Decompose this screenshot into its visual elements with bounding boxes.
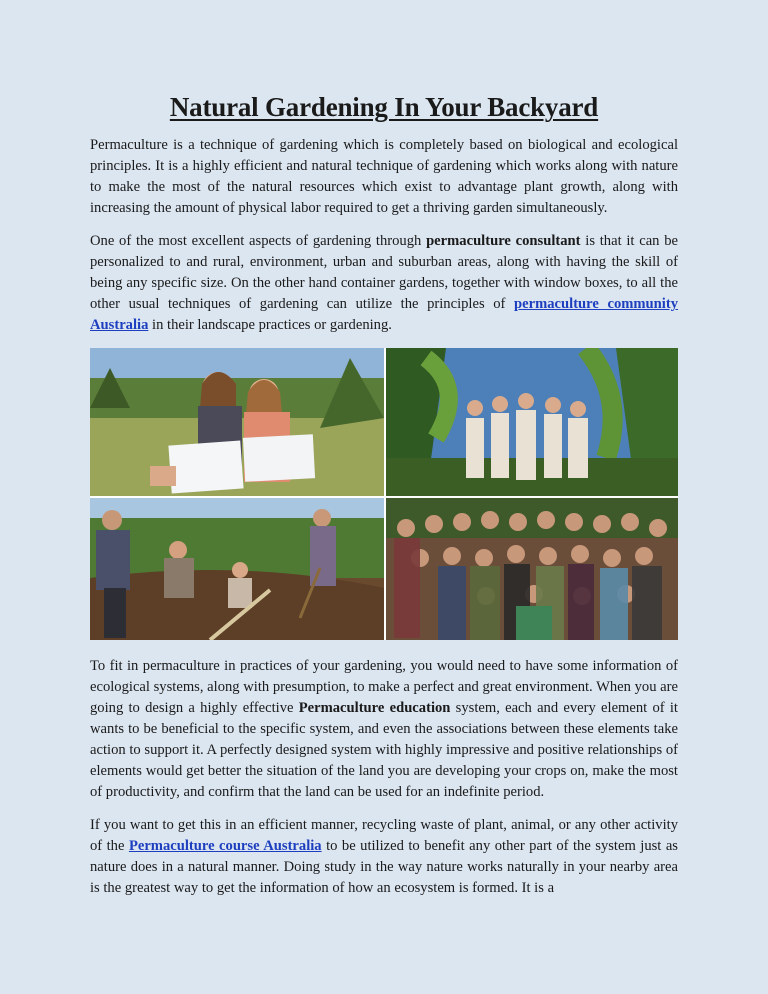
link-permaculture-community-australia[interactable]: permaculture community Australia [90, 296, 678, 333]
people-digging-garden-photo [90, 498, 384, 640]
group-in-banana-grove-photo [386, 348, 678, 496]
photo-collage [90, 348, 678, 640]
people-with-certificates-photo [90, 348, 384, 496]
paragraph-course [90, 815, 678, 899]
paragraph-text: is that it can be personalized to and rural, environment, urban and suburban areas, along with having the skill of being any specific size. On the other hand container gardens, together with window boxes, to all the other usual techniques of gardening can utilize the principles of [90, 233, 678, 312]
large-group-portrait-photo [386, 498, 678, 640]
paragraph-text: system, each and every element of it wants to be beneficial to the specific system, and even the associations between these elements take action to support it. A perfectly designed system with highly impressive and positive relationships of elements would get better the situation of the land you are developing your crops on, make the most of productivity, and confirm that the land can be used for an indefinite period. [90, 700, 678, 800]
paragraph-text: to be utilized to benefit any other part of the system just as nature does in a natural manner. Doing study in the way nature works naturally in your nearby area is the greatest way to get the information of how an ecosystem is formed. It is a [90, 838, 678, 896]
paragraph-text: in their landscape practices or gardening. [148, 317, 392, 333]
paragraph-consultant [90, 231, 678, 336]
document-title: Natural Gardening In Your Backyard [169, 92, 599, 122]
paragraph-education [90, 656, 678, 803]
bold-term-permaculture-consultant: permaculture consultant [426, 233, 581, 249]
bold-term-permaculture-education: Permaculture education [298, 700, 451, 716]
link-permaculture-course-australia[interactable]: Permaculture course Australia [128, 838, 322, 854]
paragraph-text: To fit in permaculture in practices of your gardening, you would need to have some information of ecological systems, along with presumption, to make a perfect and great environment. When you are going to design a highly effective [90, 658, 678, 716]
paragraph-intro: Permaculture is a technique of gardening which is completely based on biological and ecological principles. It is a highly efficient and natural technique of gardening which works along with nature to make the most of the natural resources which exist to advantage plant growth, along with increasing the amount of physical labor required to get a thriving garden simultaneously. [90, 137, 678, 216]
paragraph-text: If you want to get this in an efficient manner, recycling waste of plant, animal, or any other activity of the [90, 817, 678, 854]
paragraph-text: One of the most excellent aspects of gardening through [90, 233, 427, 249]
